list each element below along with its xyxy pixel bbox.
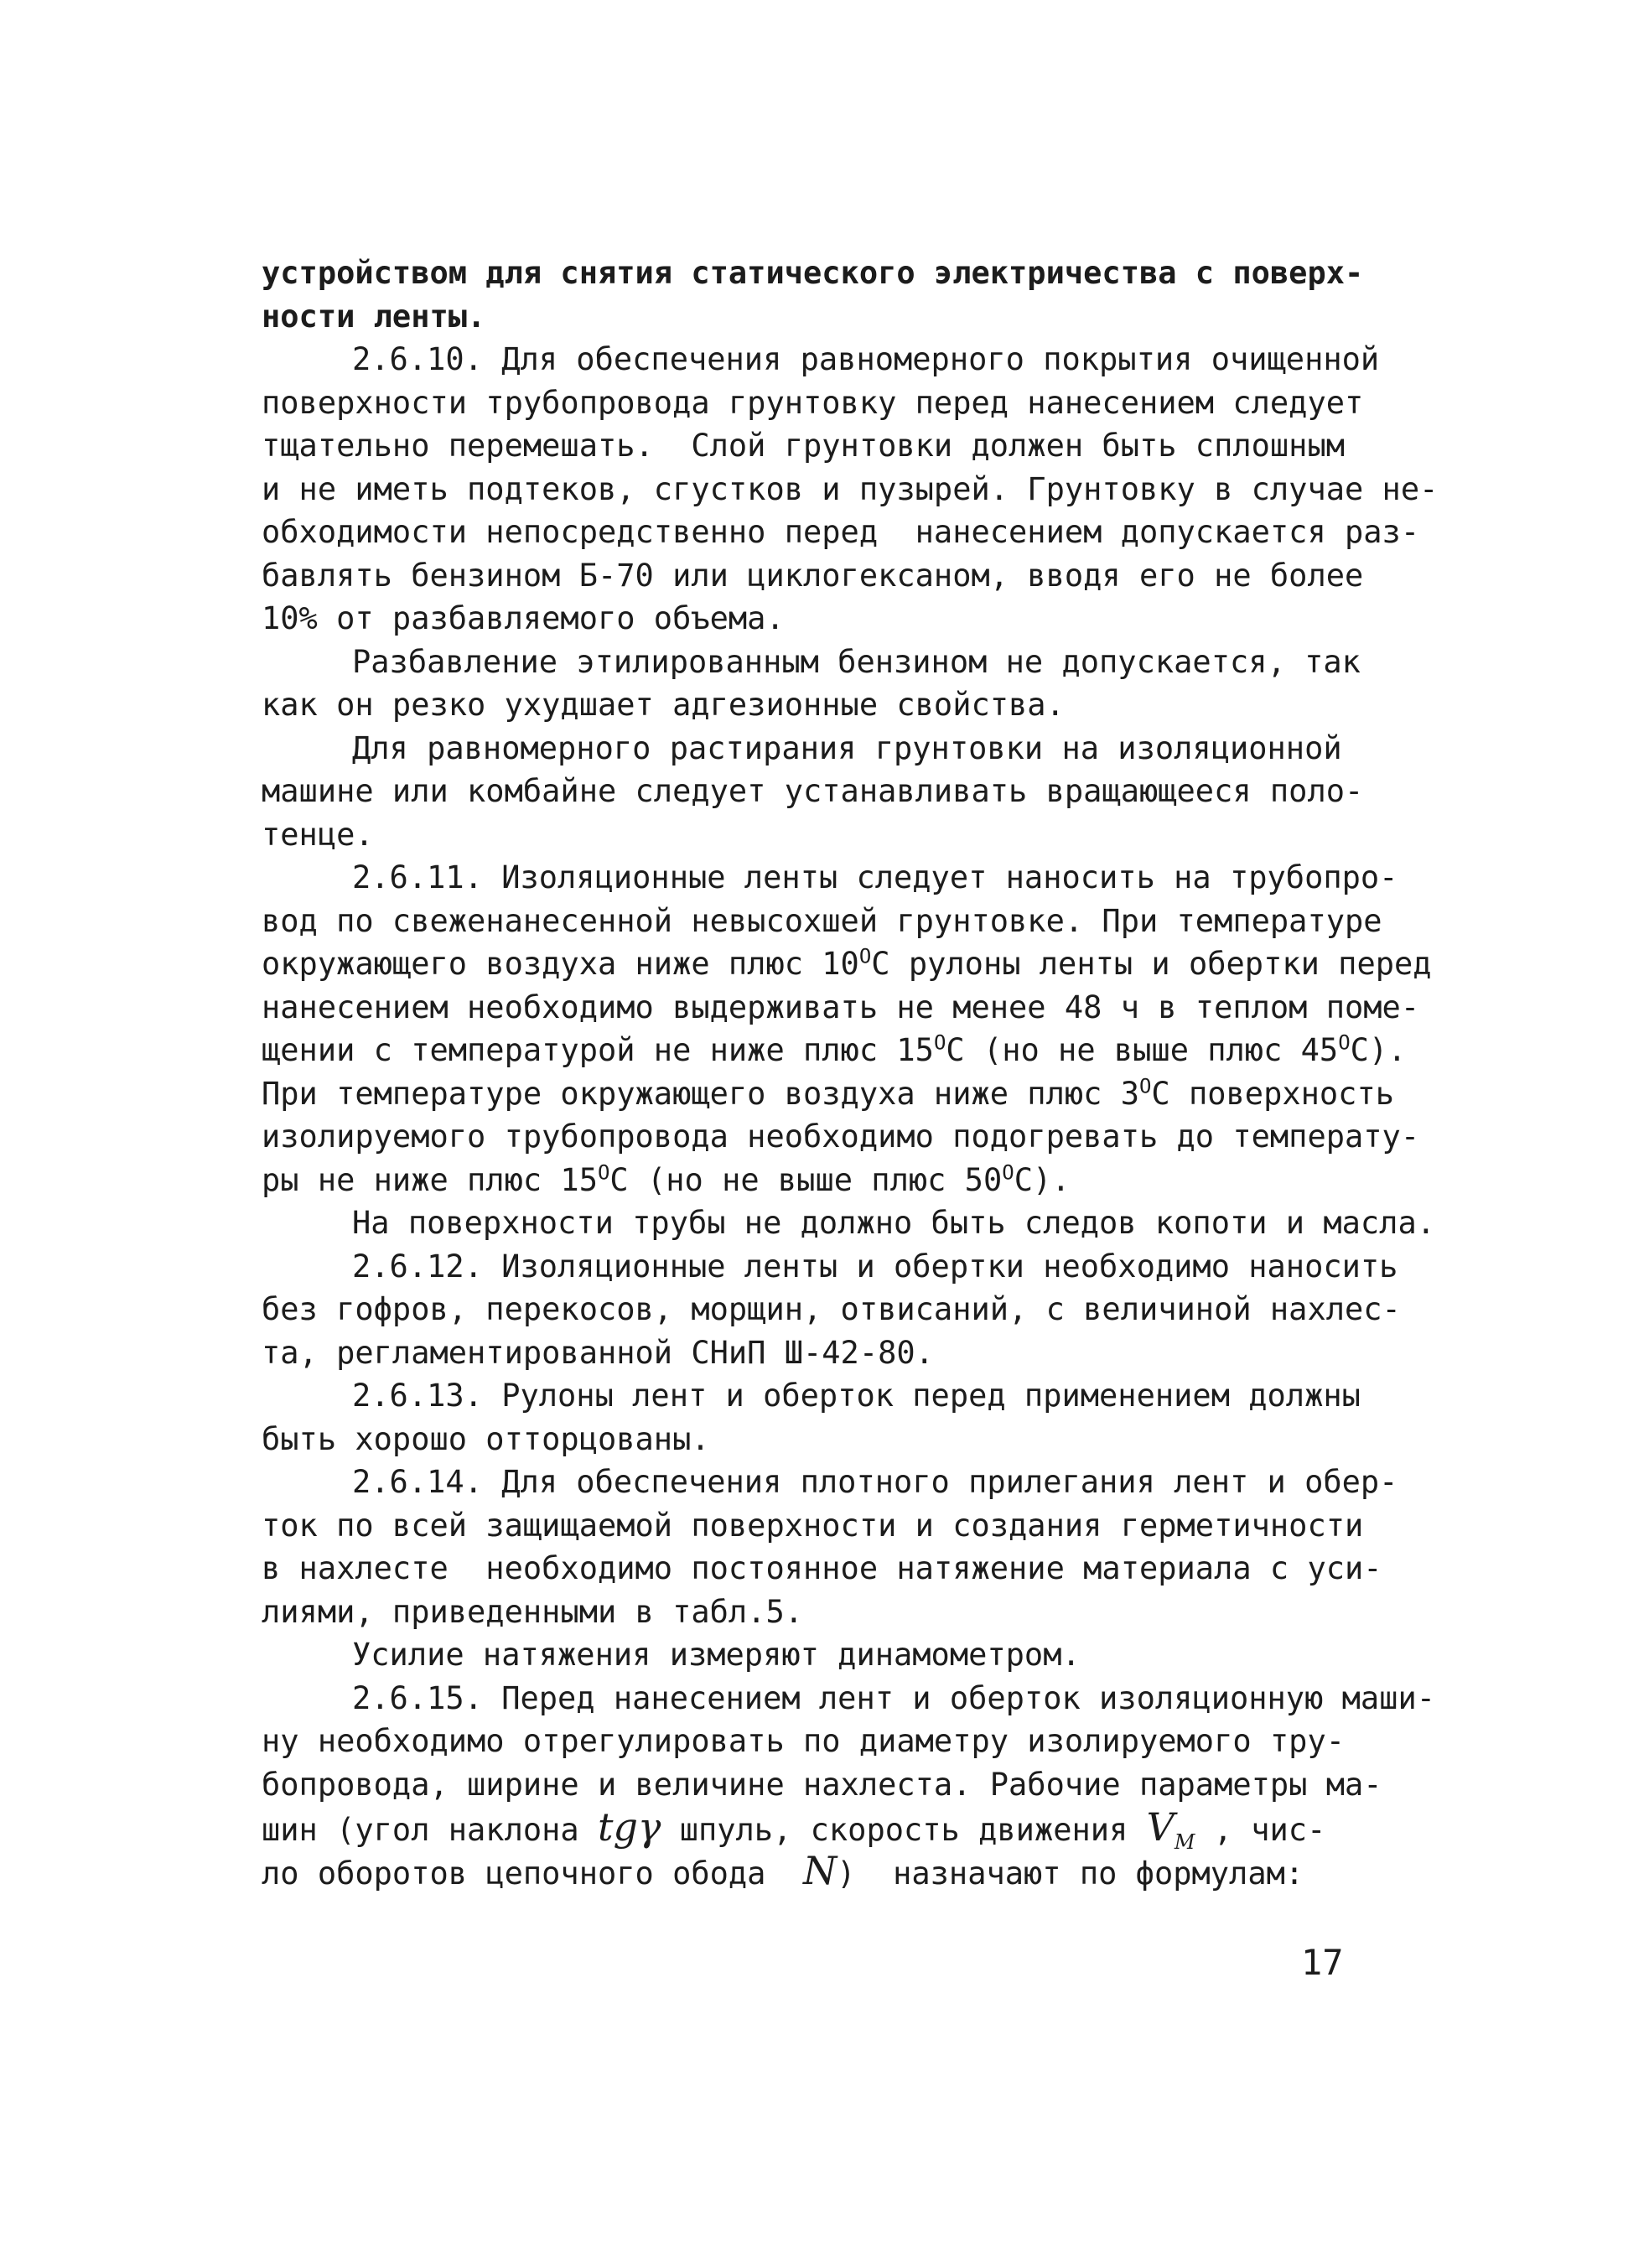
text-line: машине или комбайне следует устанавливать вращающееся поло- [262,773,1364,809]
text-line: ности ленты. [262,298,486,335]
text-line: При температуре окружающего воздуха ниже плюс $3^ОС$ поверхность [262,1074,1395,1112]
text-line: шин (угол наклона tgγ шпуль, скорость движения $V_M$ , чис- [262,1804,1326,1855]
paragraph-start: Усилие натяжения измеряют динамометром. [352,1637,1081,1673]
text-line: изолируемого трубопровода необходимо подогревать до температу- [262,1118,1420,1155]
text-line: ло оборотов цепочного обода N) назначают по формулам: [262,1847,1304,1893]
text-line: устройством для снятия статического электричества с поверх- [262,255,1364,291]
text-line: тенце. [262,816,374,853]
text-line: бавлять бензином Б-70 или циклогексаном, вводя его не более [262,557,1364,594]
paragraph-start-2-6-14: 2.6.14. Для обеспечения плотного прилегания лент и обер- [352,1464,1398,1500]
text-line: ну необходимо отрегулировать по диаметру изолируемого тру- [262,1723,1346,1759]
paragraph-start-2-6-11: 2.6.11. Изоляционные ленты следует наносить на трубопро- [352,859,1398,895]
text-line: быть хорошо отторцованы. [262,1420,710,1457]
paragraph-start-2-6-12: 2.6.12. Изоляционные ленты и обертки необходимо наносить [352,1248,1398,1285]
text-line: окружающего воздуха ниже плюс $10^ОС$ рулоны ленты и обертки перед [262,944,1432,982]
text-line: лиями, приведенными в табл.5. [262,1593,804,1630]
handwritten-tg-gamma: tgγ [597,1804,661,1850]
paragraph-start-2-6-10: 2.6.10. Для обеспечения равномерного покрытия очищенной [352,341,1380,377]
text-line: ры не ниже плюс $15^ОС$ (но не выше плюс $50^ОС$). [262,1160,1071,1198]
text-line: бопровода, ширине и величине нахлеста. Рабочие параметры ма- [262,1766,1382,1803]
text-line: тщательно перемешать. Слой грунтовки должен быть сплошным [262,428,1346,464]
text-line: нанесением необходимо выдерживать не менее 48 ч в теплом поме- [262,989,1420,1025]
text-line: 10% от разбавляемого объема. [262,600,785,636]
paragraph-start-2-6-13: 2.6.13. Рулоны лент и оберток перед применением должны [352,1378,1361,1414]
text-line: в нахлесте необходимо постоянное натяжение материала с уси- [262,1550,1382,1586]
text-line: как он резко ухудшает адгезионные свойства. [262,687,1065,723]
text-line: вод по свеженанесенной невысохшей грунтовке. При температуре [262,902,1382,939]
paragraph-start-2-6-15: 2.6.15. Перед нанесением лент и оберток изоляционную маши- [352,1679,1436,1716]
paragraph-start: Для равномерного растирания грунтовки на изоляционной [352,729,1342,766]
text-line: та, регламентированной СНиП Ш-42-80. [262,1334,934,1371]
paragraph-start: Разбавление этилированным бензином не допускается, так [352,643,1361,680]
text-line: и не иметь подтеков, сгустков и пузырей. Грунтовку в случае не- [262,470,1439,507]
page-number: 17 [1301,1942,1344,1983]
paragraph-start: На поверхности трубы не должно быть следов копоти и масла. [352,1205,1436,1241]
text-line: обходимости непосредственно перед нанесением допускается раз- [262,514,1420,550]
text-line: без гофров, перекосов, морщин, отвисаний, с величиной нахлес- [262,1291,1401,1327]
text-line: щении с температурой не ниже плюс $15^ОС$ (но не выше плюс $45^ОС$). [262,1030,1407,1068]
handwritten-v-m: $V_M$ [1146,1804,1195,1855]
body-text [262,252,1439,1893]
text-line: ток по всей защищаемой поверхности и создания герметичности [262,1507,1364,1544]
handwritten-n: N [803,1847,837,1893]
text-line: поверхности трубопровода грунтовку перед нанесением следует [262,384,1364,421]
